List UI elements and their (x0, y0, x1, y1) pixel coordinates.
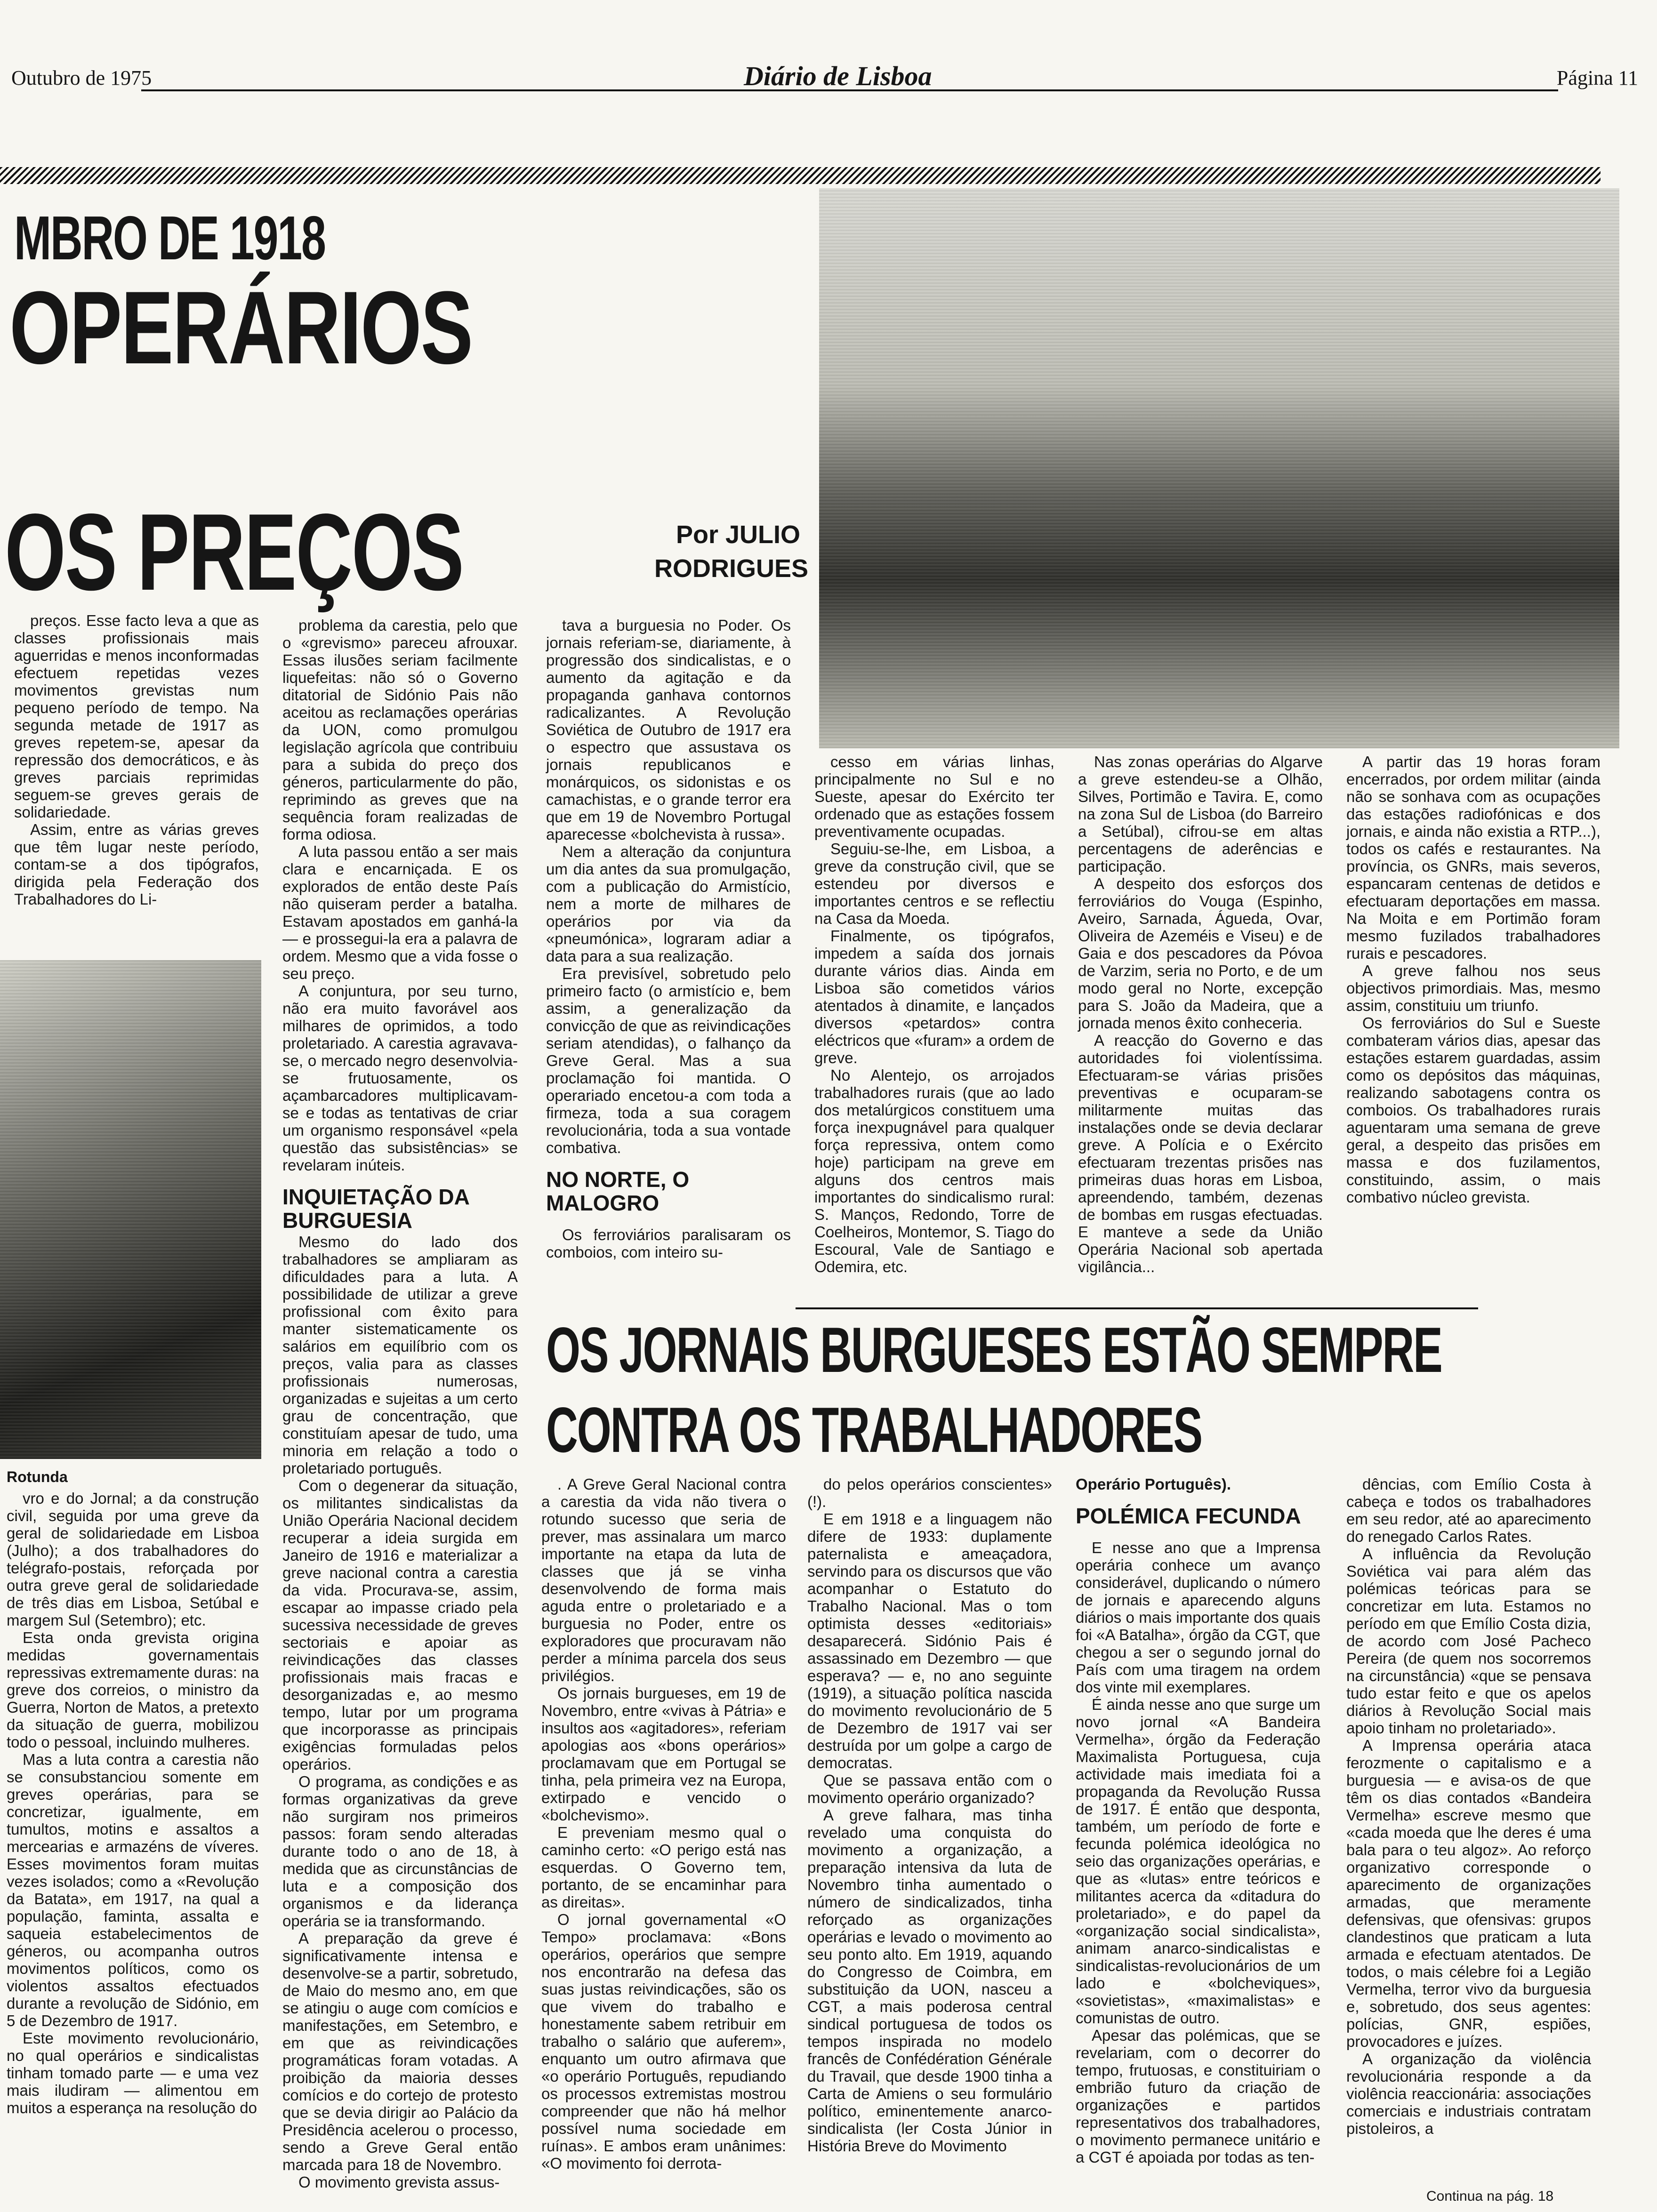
paragraph: Operário Português). (1076, 1475, 1231, 1493)
byline-por: Por JULIO (676, 521, 800, 549)
headline-line-3: OS PREÇOS (5, 491, 463, 613)
continued-note: Continua na pág. 18 (1426, 2188, 1554, 2204)
paragraph: Os jornais burgueses, em 19 de Novembro, entre «vivas à Pátria» e insultos aos «agitadores», referiam apologias aos «bons operários» proclamavam que em Portugal se tinha, pela primeira vez na Europa, extirpado e vencido o «bolchevismo». (541, 1684, 786, 1824)
paragraph: Os ferroviários paralisaram os comboios, com inteiro su- (546, 1226, 791, 1261)
paragraph: A despeito dos esforços dos ferroviários do Vouga (Espinho, Aveiro, Sarnada, Águeda, Ovar, Oliveira de Azeméis e Viseu) e de Gaia e dos pescadores da Póvoa de Varzim, seria no Porto, e de um modo geral no Norte, excepção para S. João da Madeira, que a jornada menos êxito conheceria. (1078, 875, 1323, 1032)
hatched-divider (0, 167, 1601, 184)
paragraph: Nem a alteração da conjuntura um dia antes da sua promulgação, com a publicação do Armistício, nem a morte de milhares de operários por via da «pneumónica», lograram adiar a data para a sua realização. (546, 843, 791, 965)
article1-col2b (282, 1233, 518, 2210)
paragraph: vro e do Jornal; a da construção civil, seguida por uma greve da geral de solidariedade em Lisboa (Julho); a dos trabalhadores do telégrafo-postais, reforçada por outra greve geral de solidariedade de três dias em Lisboa, Setúbal e margem Sul (Setembro); etc. (7, 1490, 259, 1629)
paragraph: Nas zonas operárias do Algarve a greve estendeu-se a Olhão, Silves, Portimão e Tavira. E, como na zona Sul de Lisboa (do Barreiro a Setúbal), cifrou-se em altas percentagens de aderências e participação. (1078, 753, 1323, 875)
article1-col5 (1078, 753, 1323, 1290)
subhead-inquietacao: INQUIETAÇÃO DA BURGUESIA (282, 1185, 469, 1233)
paragraph: . A Greve Geral Nacional contra a carestia da vida não tivera o rotundo sucesso que seria de prever, mas assinalara um marco importante na etapa da luta de classes que já se vinha desenvolvendo de forma mais aguda entre o proletariado e a burguesia no Poder, entre os exploradores que procuravam não perder a mínima parcela dos seus privilégios. (541, 1475, 786, 1684)
paragraph: Mesmo do lado dos trabalhadores se ampliaram as dificuldades para a luta. A possibilidade de utilizar a greve profissional com êxito para manter sistematicamente os salários em equilíbrio com os preços, valia para as classes profissionais numerosas, organizadas e sujeitas a um certo grau de concentração, que constituíam apesar de tudo, uma minoria em relação a todo o proletariado português. (282, 1233, 518, 1477)
paragraph: A preparação da greve é significativamente intensa e desenvolve-se a partir, sobretudo, de Maio do mesmo ano, em que se atingiu o auge com comícios e manifestações, em Setembro, e em que as reivindicações programáticas foram votadas. A proibição da maioria desses comícios e do cortejo de protesto que se devia dirigir ao Palácio da Presidência acelerou o processo, sendo a Greve Geral então marcada para 18 de Novembro. (282, 1930, 518, 2173)
paragraph: Assim, entre as várias greves que têm lugar neste período, contam-se a dos tipógrafos, dirigida pela Federação dos Trabalhadores do Li- (14, 821, 259, 908)
article2-headline-line-1: OS JORNAIS BURGUESES ESTÃO SEMPRE (546, 1314, 1442, 1386)
page-number: Página 11 (1556, 66, 1638, 89)
byline-name: RODRIGUES (654, 554, 809, 583)
paragraph: tava a burguesia no Poder. Os jornais referiam-se, diariamente, à progressão dos sindicalistas, e o aumento da agitação e da propaganda ganhava contornos radicalizantes. A Revolução Soviética de Outubro de 1917 era o espectro que assustava os jornais republicanos e monárquicos, os sidonistas e os camachistas, e o grande terror era que em 19 de Novembro Portugal aparecesse «bolchevista à russa». (546, 617, 791, 843)
paragraph: A reacção do Governo e das autoridades foi violentíssima. Efectuaram-se várias prisões preventivas e ocuparam-se militarmente muitas das instalações onde se devia declarar greve. A Polícia e o Exército efectuaram trezentas prisões nas primeiras duas horas em Lisboa, apreendendo, também, dezenas de bombas em rusgas efectuadas. E manteve a sede da União Operária Nacional sob apertada vigilância... (1078, 1032, 1323, 1275)
paragraph: É ainda nesse ano que surge um novo jornal «A Bandeira Vermelha», órgão da Federação Maximalista Portuguesa, cuja actividade mais imediata foi a propaganda da Revolução Russa de 1917. É então que desponta, também, um período de forte e fecunda polémica ideológica no seio das organizações operárias, e que as «lutas» entre teóricos e militantes acerca da «ditadura do proletariado», e do papel da «organização social sindicalista», animam anarco-sindicalistas e sindicalistas-revolucionários de um lado e «bolcheviques», «sovietistas», «maximalistas» e comunistas de outro. (1076, 1696, 1320, 2027)
paragraph: cesso em várias linhas, principalmente no Sul e no Sueste, apesar do Exército ter ordenado que as estações fossem preventivamente ocupadas. (814, 753, 1054, 840)
paragraph: A partir das 19 horas foram encerrados, por ordem militar (ainda não se sonhava com as ocupações das estações radiofónicas e dos jornais, e ainda não existia a RTP...), todos os cafés e restaurantes. Na província, os GNRs, mais severos, espancaram centenas de detidos e efectuaram deportações em massa. Na Moita e em Portimão foram mesmo fuzilados trabalhadores rurais e pescadores. (1346, 753, 1601, 962)
paragraph: A conjuntura, por seu turno, não era muito favorável aos milhares de oprimidos, a todo proletariado. A carestia agravava-se, o mercado negro desenvolvia-se frutuosamente, os açambarcadores multiplicavam-se e todas as tentativas de criar um organismo responsável «pela questão das subsistências» se revelaram inúteis. (282, 982, 518, 1174)
article2-col3 (1076, 1475, 1320, 2210)
paragraph: Com o degenerar da situação, os militantes sindicalistas da União Operária Nacional decidem recuperar a ideia surgida em Janeiro de 1916 e materializar a greve nacional contra a carestia da vida. Procurava-se, assim, escapar ao impasse criado pela sucessiva necessidade de greves sectoriais e apoiar as reivindicações das classes profissionais mais fracas e desorganizadas e, ao mesmo tempo, lutar por um programa que incorporasse as principais exigências formuladas pelos operários. (282, 1477, 518, 1773)
article2-col4 (1346, 1475, 1591, 2184)
byline (654, 518, 809, 585)
paragraph: dências, com Emílio Costa à cabeça e todos os trabalhadores em seu redor, até ao aparecimento do renegado Carlos Rates. (1346, 1475, 1591, 1545)
headline-rule (796, 1307, 1478, 1309)
paragraph: Mas a luta contra a carestia não se consubstanciou somente em greves operárias, para se concretizar, igualmente, em tumultos, motins e assaltos a mercearias e armazéns de víveres. Esses movimentos foram muitas vezes isolados; como a «Revolução da Batata», em 1917, na qual a população, faminta, assalta e saqueia estabelecimentos de géneros, ou acompanha outros movimentos políticos, como os violentos assaltos efectuados durante a revolução de Sidónio, em 5 de Dezembro de 1917. (7, 1751, 259, 2029)
paragraph: A greve falhara, mas tinha revelado uma conquista do movimento a organização, a preparação intensiva da luta de Novembro tinha aumentado o número de sindicalizados, tinha reforçado as organizações operárias e levado o movimento ao seu ponto alto. Em 1919, aquando do Congresso de Coimbra, em substituição da UON, nasceu a CGT, a mais poderosa central sindical portuguesa de todos os tempos inspirada no modelo francês de Confédération Générale du Travail, que desde 1900 tinha a Carta de Amiens o seu formulário político, eminentemente anarco-sindicalista (ler Costa Júnior in História Breve do Movimento (807, 1806, 1052, 2155)
article2-col1 (541, 1475, 786, 2210)
article1-col1 (14, 612, 259, 958)
headline-line-1: MBRO DE 1918 (14, 203, 325, 272)
paragraph: Seguiu-se-lhe, em Lisboa, a greve da construção civil, que se estendeu por diversos e importantes centros e se reflectiu na Casa da Moeda. (814, 840, 1054, 927)
paragraph: Apesar das polémicas, que se revelariam, com o decorrer do tempo, frutuosas, e constituiriam o embrião futuro da criação de organizações e partidos representativos dos trabalhadores, o movimento permanece unitário e a CGT é apoiada por todas as ten- (1076, 2027, 1320, 2166)
paragraph: O programa, as condições e as formas organizativas da greve não surgiram nos primeiros passos: foram sendo alteradas durante todo o ano de 18, à medida que as circunstâncias de luta e a composição dos organismos e da liderança operária se ia transformando. (282, 1773, 518, 1930)
paragraph: Os ferroviários do Sul e Sueste combateram vários dias, apesar das estações estarem guardadas, assim como os depósitos das máquinas, realizando sabotagens contra os comboios. Os trabalhadores rurais aguentaram uma semana de greve geral, a despeito das prisões em massa e dos fuzilamentos, constituindo, assim, o mais combativo núcleo grevista. (1346, 1014, 1601, 1206)
paragraph: O movimento grevista assus- (298, 2173, 500, 2191)
paragraph: A influência da Revolução Soviética vai para além das polémicas teóricas para se concretizar em luta. Estamos no período em que Emílio Costa dizia, de acordo com José Pacheco Pereira (de quem nos socorremos na circunstância) «que se pensava tudo estar feito e que os apelos diários à Revolução Social mais apoio tinham no proletariado». (1346, 1545, 1591, 1737)
article1-col2 (282, 617, 518, 1233)
masthead: Diário de Lisboa (744, 61, 932, 91)
headline-line-2: OPERÁRIOS (9, 270, 472, 385)
paragraph: Esta onda grevista origina medidas governamentais repressivas extremamente duras: na greve dos correios, o ministro da Guerra, Norton de Matos, a pretexto da situação de guerra, mobilizou todo o pessoal, incluindo mulheres. (7, 1629, 259, 1751)
paragraph: No Alentejo, os arrojados trabalhadores rurais (que ao lado dos metalúrgicos constituem uma força inexpugnável para qualquer força repressiva, ontem como hoje) participam na greve em alguns dos centros mais importantes do sindicalismo rural: S. Manços, Redondo, Torre de Coelheiros, Montemor, S. Tiago do Escoural, Vale de Santiago e Odemira, etc. (814, 1066, 1054, 1275)
paragraph: A greve falhou nos seus objectivos primordiais. Mas, mesmo assim, constituiu um triunfo. (1346, 962, 1601, 1014)
article1-col3 (546, 617, 791, 1285)
paragraph: do pelos operários conscientes» (!). (807, 1475, 1052, 1510)
article1-col4 (814, 753, 1054, 1290)
article1-col1b (7, 1490, 259, 2210)
paragraph: E nesse ano que a Imprensa operária conhece um avanço considerável, duplicando o número de jornais e aparecendo alguns diários o mais importante dos quais foi «A Batalha», órgão da CGT, que chegou a ser o segundo jornal do País com uma tiragem na ordem dos vinte mil exemplares. (1076, 1539, 1320, 1696)
subhead-norte: NO NORTE, O MALOGRO (546, 1167, 690, 1215)
page-header (0, 56, 1657, 104)
paragraph: A luta passou então a ser mais clara e encarniçada. E os explorados de então deste País não quiseram perder a batalha. Estavam apostados em ganhá-la — e prossegui-la era a palavra de ordem. Mesmo que a vida fosse o seu preço. (282, 843, 518, 982)
rotunda-photo (0, 960, 261, 1459)
paragraph: preços. Esse facto leva a que as classes profissionais mais aguerridas e menos inconformadas efectuem repetidas vezes movimentos grevistas num pequeno período de tempo. Na segunda metade de 1917 as greves repetem-se, apesar da repressão dos democráticos, e às greves parciais reprimidas seguem-se greves gerais de solidariedade. (14, 612, 259, 821)
paragraph: E em 1918 e a linguagem não difere de 1933: duplamente paternalista e ameaçadora, servindo para os discursos que vão acompanhar o Estatuto do Trabalho Nacional. Mas o tom optimista desses «editoriais» desaparecerá. Sidónio Pais é assassinado em Dezembro — que esperava? — e, no ano seguinte (1919), a situação política nascida do movimento revolucionário de 5 de Dezembro de 1917 vai ser destruída por um golpe a cargo de democratas. (807, 1510, 1052, 1771)
photo-caption: Rotunda (7, 1468, 68, 1485)
main-photo (819, 188, 1619, 748)
subhead-polemica: POLÉMICA FECUNDA (1076, 1504, 1301, 1528)
paragraph: A organização da violência revolucionária responde a da violência reaccionária: associações comerciais e industriais contratam pistoleiros, a (1346, 2050, 1591, 2137)
paragraph: Finalmente, os tipógrafos, impedem a saída dos jornais durante vários dias. Ainda em Lisboa são cometidos vários atentados à dinamite, e lançados diversos «petardos» contra eléctricos que «furam» a ordem de greve. (814, 927, 1054, 1066)
paragraph: Este movimento revolucionário, no qual operários e sindicalistas tinham tomado parte — e uma vez mais iludiram — alimentou em muitos a esperança na resolução do (7, 2029, 259, 2116)
paragraph: A Imprensa operária ataca ferozmente o capitalismo e a burguesia — e avisa-os de que têm os dias contados «Bandeira Vermelha» escreve mesmo que «cada moeda que lhe deres é uma bala para o teu algoz». Ao reforço organizativo corresponde o aparecimento de organizações armadas, que meramente defensivas, que ofensivas: grupos clandestinos que praticam a luta armada e efectuam atentados. De todos, o mais célebre foi a Legião Vermelha, terror vivo da burguesia e, sobretudo, dos seus agentes: polícias, GNR, espiões, provocadores e juízes. (1346, 1737, 1591, 2050)
paragraph: O jornal governamental «O Tempo» proclamava: «Bons operários, operários que sempre nos encontrarão na defesa das suas justas reivindicações, são os que vivem do trabalho e honestamente sabem retribuir em trabalho o salário que auferem», enquanto um outro afirmava que «o operário Português, repudiando os processos extremistas mostrou compreender que não há melhor possível numa sociedade em ruínas». E ambos eram unânimes: «O movimento foi derrota- (541, 1911, 786, 2172)
article2-headline-line-2: CONTRA OS TRABALHADORES (546, 1394, 1202, 1466)
article2-col2 (807, 1475, 1052, 2210)
issue-date: Outubro de 1975 (11, 66, 152, 89)
paragraph: problema da carestia, pelo que o «grevismo» pareceu afrouxar. Essas ilusões seriam facilmente liquefeitas: não só o Governo ditatorial de Sidónio Pais não aceitou as reclamações operárias da UON, como promulgou legislação agrícola que contribuiu para a subida do preço dos géneros, particularmente do pão, reprimindo as greves que na sequência foram realizadas de forma odiosa. (282, 617, 518, 843)
paragraph: Era previsível, sobretudo pelo primeiro facto (o armistício e, bem assim, a generalização da convicção de que as reivindicações seriam atendidas), o falhanço da Greve Geral. Mas a sua proclamação foi mantida. O operariado encetou-a com toda a firmeza, toda a sua coragem revolucionária, toda a sua vontade combativa. (546, 965, 791, 1156)
paragraph: E preveniam mesmo qual o caminho certo: «O perigo está nas esquerdas. O Governo tem, portanto, de se encaminhar para as direitas». (541, 1824, 786, 1911)
article1-col6 (1346, 753, 1601, 1294)
paragraph: Que se passava então com o movimento operário organizado? (807, 1771, 1052, 1806)
